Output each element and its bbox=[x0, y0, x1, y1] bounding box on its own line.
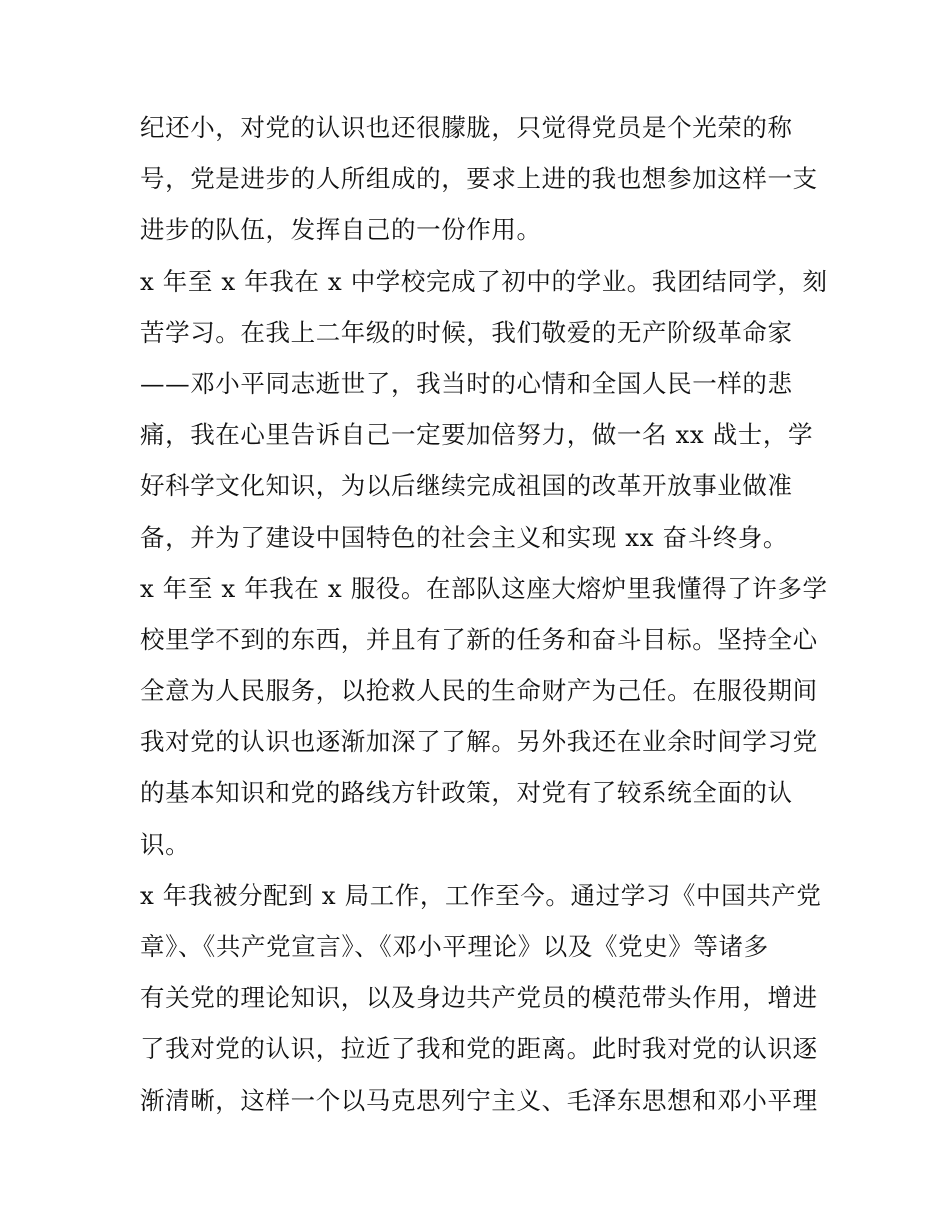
text-line: x 年至 x 年我在 x 服役。在部队这座大熔炉里我懂得了许多学 bbox=[140, 573, 828, 603]
text-line: x 年我被分配到 x 局工作，工作至今。通过学习《中国共产党 bbox=[140, 880, 822, 910]
text-line: ——邓小平同志逝世了，我当时的心情和全国人民一样的悲 bbox=[140, 368, 793, 398]
text-line: 苦学习。在我上二年级的时候，我们敬爱的无产阶级革命家 bbox=[140, 317, 793, 347]
text-line: x 年至 x 年我在 x 中学校完成了初中的学业。我团结同学，刻 bbox=[140, 266, 828, 296]
text-line: 校里学不到的东西，并且有了新的任务和奋斗目标。坚持全心 bbox=[140, 624, 818, 654]
text-line: 章》、《共产党宣言》、《邓小平理论》以及《党史》等诸多 bbox=[140, 932, 769, 961]
text-line: 有关党的理论知识，以及身边共产党员的模范带头作用，增进 bbox=[140, 983, 818, 1013]
document-body bbox=[140, 102, 828, 1126]
text-line: 全意为人民服务，以抢救人民的生命财产为己任。在服役期间 bbox=[140, 676, 818, 706]
text-line: 进步的队伍，发挥自己的一份作用。 bbox=[140, 215, 542, 245]
text-line: 我对党的认识也逐渐加深了了解。另外我还在业余时间学习党 bbox=[140, 727, 818, 757]
text-line: 号，党是进步的人所组成的，要求上进的我也想参加这样一支 bbox=[140, 164, 818, 194]
text-line: 痛，我在心里告诉自己一定要加倍努力，做一名 xx 战士，学 bbox=[140, 420, 814, 450]
text-line: 了我对党的认识，拉近了我和党的距离。此时我对党的认识逐 bbox=[140, 1034, 818, 1064]
text-line: 备，并为了建设中国特色的社会主义和实现 xx 奋斗终身。 bbox=[140, 522, 789, 552]
text-line: 的基本知识和党的路线方针政策，对党有了较系统全面的认 bbox=[140, 778, 793, 808]
text-line: 渐清晰，这样一个以马克思列宁主义、毛泽东思想和邓小平理 bbox=[140, 1085, 818, 1115]
text-line: 纪还小，对党的认识也还很朦胧，只觉得党员是个光荣的称 bbox=[140, 113, 793, 142]
text-line: 识。 bbox=[140, 829, 191, 859]
text-line: 好科学文化知识，为以后继续完成祖国的改革开放事业做准 bbox=[140, 471, 793, 501]
